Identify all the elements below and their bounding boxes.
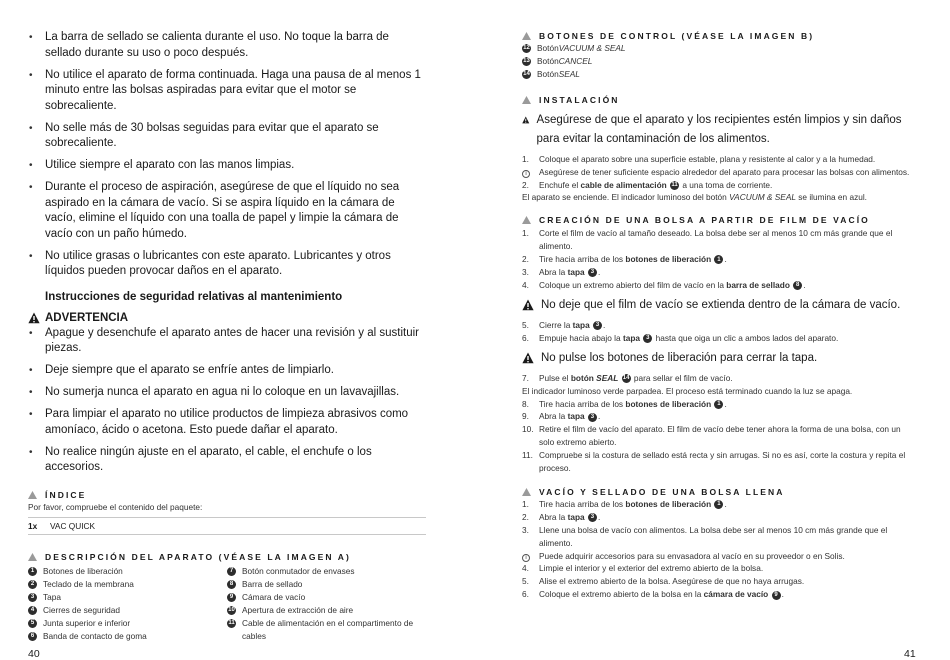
warning-list bbox=[28, 326, 426, 476]
list-item: 2. Tire hacia arriba de los botones de liberación 1 . bbox=[522, 254, 727, 265]
number-badge: 11 bbox=[228, 620, 235, 627]
list-item: • Deje siempre que el aparato se enfríe antes de limpiarlo. bbox=[28, 363, 426, 379]
list-item: • Para limpiar el aparato no utilice productos de limpieza abrasivos como amoníaco, ácido o acetona. Esto puede dañar el aparato. bbox=[28, 407, 426, 438]
list-item: 11 Cable de alimentación en el compartimento de cables bbox=[228, 618, 414, 641]
list-item: 2 Teclado de la membrana bbox=[28, 578, 227, 591]
description-heading bbox=[28, 552, 426, 562]
list-item: 4. Coloque un extremo abierto del film de vacío en la barra de sellado 8 . bbox=[522, 279, 806, 290]
list-item: • No realice ningún ajuste en el aparato, el cable, el enchufe o los accesorios. bbox=[28, 445, 426, 476]
list-item: 1. Tire hacia arriba de los botones de liberación 1 . bbox=[522, 498, 727, 509]
number-badge: 3 bbox=[588, 513, 597, 522]
number-badge: 14 bbox=[622, 375, 630, 382]
parts-column-2 bbox=[227, 565, 426, 642]
controls-title: BOTONES DE CONTROL (VÉASE LA IMAGEN B) bbox=[539, 31, 815, 41]
list-item: 2. Abra la tapa 3 . bbox=[522, 511, 601, 522]
list-item: 9 Cámara de vacío bbox=[227, 591, 426, 604]
parts-list bbox=[28, 565, 426, 642]
description-title: DESCRIPCIÓN DEL APARATO (VÉASE LA IMAGEN A) bbox=[45, 552, 351, 563]
section-triangle-icon bbox=[522, 488, 531, 496]
install-warning: Asegúrese de que el aparato y los recipientes estén limpios y sin daños para evitar la contaminación de los alimentos. bbox=[522, 111, 914, 149]
list-item: i Asegúrese de tener suficiente espacio alrededor del aparato para procesar las bolsas con alimentos. bbox=[522, 166, 914, 179]
fill-heading bbox=[522, 487, 914, 497]
section-triangle-icon bbox=[522, 32, 531, 40]
index-heading bbox=[28, 490, 426, 500]
list-item: 6 Banda de contacto de goma bbox=[28, 630, 227, 643]
number-badge: 1 bbox=[714, 500, 723, 509]
number-badge: 4 bbox=[28, 606, 37, 615]
right-page bbox=[522, 31, 914, 601]
warning-heading bbox=[28, 312, 426, 324]
warning-icon bbox=[522, 299, 534, 311]
list-item: 11. Compruebe si la costura de sellado está recta y sin arrugas. Si no es así, corte la costura y repita el proceso. bbox=[522, 450, 906, 474]
number-badge: 1 bbox=[714, 255, 723, 264]
list-item: • Durante el proceso de aspiración, asegúrese de que el líquido no sea aspirado en la cámara de vacío. Si se aspira líquido en la cámara de vacío, elimine el líquido con una toalla de papel y limpie la cámara de vacío con un paño húmedo. bbox=[28, 180, 426, 242]
warning-icon bbox=[522, 114, 530, 126]
list-item: 5. Cierre la tapa 3 . bbox=[522, 319, 606, 330]
number-badge: 11 bbox=[671, 181, 678, 188]
list-item: 10. Retire el film de vacío del aparato. El film de vacío debe tener ahora la forma de una bolsa, con un solo extremo abierto. bbox=[522, 424, 901, 448]
number-badge: 8 bbox=[227, 580, 236, 589]
list-item: 5 Junta superior e inferior bbox=[28, 617, 227, 630]
section-triangle-icon bbox=[522, 96, 531, 104]
list-item: 4 Cierres de seguridad bbox=[28, 604, 227, 617]
number-badge: 3 bbox=[588, 413, 597, 422]
section-triangle-icon bbox=[28, 553, 37, 561]
list-item: 8. Tire hacia arriba de los botones de liberación 1 . bbox=[522, 398, 727, 409]
warning-icon bbox=[28, 312, 40, 324]
list-item: • La barra de sellado se calienta durante el uso. No toque la barra de sellado durante su uso o poco después. bbox=[28, 30, 426, 61]
number-badge: 5 bbox=[28, 619, 37, 628]
warning-icon bbox=[522, 352, 534, 364]
package-item: VAC QUICK bbox=[50, 521, 96, 532]
page-number-left: 40 bbox=[28, 648, 40, 660]
number-badge: 3 bbox=[28, 593, 37, 602]
install-heading bbox=[522, 95, 914, 105]
list-item: • No utilice el aparato de forma continuada. Haga una pausa de al menos 1 minuto entre las bolsas aspiradas para evitar que el motor se sobrecaliente. bbox=[28, 68, 426, 115]
fill-steps bbox=[522, 498, 914, 601]
warning-title: ADVERTENCIA bbox=[45, 311, 129, 324]
left-page bbox=[28, 30, 426, 643]
number-badge: 10 bbox=[228, 607, 235, 614]
safety-list bbox=[28, 30, 426, 280]
number-badge: 14 bbox=[523, 70, 530, 77]
list-item: 1. Coloque el aparato sobre una superficie estable, plana y resistente al calor y a la humedad. bbox=[522, 153, 876, 164]
number-badge: 8 bbox=[793, 281, 802, 290]
list-item: 12 Botón VACUUM & SEAL bbox=[523, 43, 626, 53]
list-item: 6. Empuje hacia abajo la tapa 3 hasta que oiga un clic a ambos lados del aparato. bbox=[522, 332, 839, 343]
list-item: 8 Barra de sellado bbox=[227, 578, 426, 591]
info-icon: i bbox=[522, 170, 530, 178]
number-badge: 6 bbox=[28, 632, 37, 641]
list-item: 3. Llene una bolsa de vacío con alimentos. La bolsa debe ser al menos 10 cm más grande que el alimento. bbox=[522, 524, 888, 548]
list-item: 6. Coloque el extremo abierto de la bolsa en la cámara de vacío 9 . bbox=[522, 589, 784, 600]
bag-title: CREACIÓN DE UNA BOLSA A PARTIR DE FILM DE VACÍO bbox=[539, 215, 870, 226]
index-title: ÍNDICE bbox=[45, 489, 87, 500]
list-item: El indicador luminoso verde parpadea. El proceso está terminado cuando la luz se apaga. bbox=[522, 385, 853, 396]
list-item: • No sumerja nunca el aparato en agua ni lo coloque en un lavavajillas. bbox=[28, 385, 426, 401]
list-item: 2. Enchufe el cable de alimentación 11 a una toma de corriente. bbox=[522, 179, 773, 190]
list-item: 9. Abra la tapa 3 . bbox=[522, 411, 601, 422]
maintenance-heading: Instrucciones de seguridad relativas al mantenimiento bbox=[45, 290, 343, 303]
number-badge: 1 bbox=[714, 400, 723, 409]
parts-column-1 bbox=[28, 565, 227, 642]
number-badge: 9 bbox=[227, 593, 236, 602]
number-badge: 3 bbox=[588, 268, 597, 277]
release-warning: No pulse los botones de liberación para cerrar la tapa. bbox=[522, 349, 914, 368]
list-item: 3. Abra la tapa 3 . bbox=[522, 267, 601, 278]
fill-title: VACÍO Y SELLADO DE UNA BOLSA LLENA bbox=[539, 486, 785, 497]
bag-steps-2 bbox=[522, 319, 914, 345]
number-badge: 3 bbox=[593, 321, 602, 330]
list-item: 5. Alise el extremo abierto de la bolsa. Asegúrese de que no haya arrugas. bbox=[522, 576, 805, 587]
section-triangle-icon bbox=[28, 491, 37, 499]
number-badge: 2 bbox=[28, 580, 37, 589]
install-steps bbox=[522, 153, 914, 205]
number-badge: 12 bbox=[523, 45, 530, 52]
number-badge: 13 bbox=[523, 57, 530, 64]
list-item: 1. Corte el film de vacío al tamaño deseado. La bolsa debe ser al menos 10 cm más grande que el alimento. bbox=[522, 228, 893, 252]
package-row bbox=[28, 517, 426, 535]
list-item: 13 Botón CANCEL bbox=[523, 55, 593, 66]
index-text: Por favor, compruebe el contenido del paquete: bbox=[28, 501, 203, 512]
list-item: El aparato se enciende. El indicador luminoso del botón VACUUM & SEAL se ilumina en azul. bbox=[522, 192, 867, 203]
list-item: 7 Botón conmutador de envases bbox=[227, 565, 426, 578]
list-item: i Puede adquirir accesorios para su envasadora al vacío en su proveedor o en Solis. bbox=[522, 550, 914, 563]
list-item: • No selle más de 30 bolsas seguidas para evitar que el aparato se sobrecaliente. bbox=[28, 121, 426, 152]
list-item: • No utilice grasas o lubricantes con este aparato. Lubricantes y otros líquidos pueden provocar daños en el aparato. bbox=[28, 249, 426, 280]
controls-heading bbox=[522, 31, 914, 41]
bag-steps-3 bbox=[522, 372, 914, 475]
list-item: 10 Apertura de extracción de aire bbox=[228, 605, 354, 616]
list-item: • Apague y desenchufe el aparato antes de hacer una revisión y al sustituir piezas. bbox=[28, 326, 426, 357]
controls-list bbox=[522, 42, 914, 81]
bag-steps bbox=[522, 227, 914, 292]
list-item: 7. Pulse el botón SEAL 14 para sellar el film de vacío. bbox=[522, 372, 733, 383]
section-triangle-icon bbox=[522, 216, 531, 224]
list-item: 14 Botón SEAL bbox=[523, 68, 580, 79]
number-badge: 9 bbox=[772, 591, 781, 600]
list-item: 1 Botones de liberación bbox=[28, 565, 227, 578]
list-item: • Utilice siempre el aparato con las manos limpias. bbox=[28, 158, 426, 174]
list-item: 4. Limpie el interior y el exterior del extremo abierto de la bolsa. bbox=[522, 563, 764, 574]
number-badge: 3 bbox=[643, 334, 652, 343]
list-item: 3 Tapa bbox=[28, 591, 227, 604]
film-warning: No deje que el film de vacío se extienda dentro de la cámara de vacío. bbox=[522, 296, 914, 315]
number-badge: 7 bbox=[227, 567, 236, 576]
package-qty: 1x bbox=[28, 521, 38, 532]
bag-heading bbox=[522, 215, 914, 225]
info-icon: i bbox=[522, 554, 530, 562]
number-badge: 1 bbox=[28, 567, 37, 576]
install-title: INSTALACIÓN bbox=[539, 94, 620, 105]
page-number-right: 41 bbox=[904, 648, 916, 660]
